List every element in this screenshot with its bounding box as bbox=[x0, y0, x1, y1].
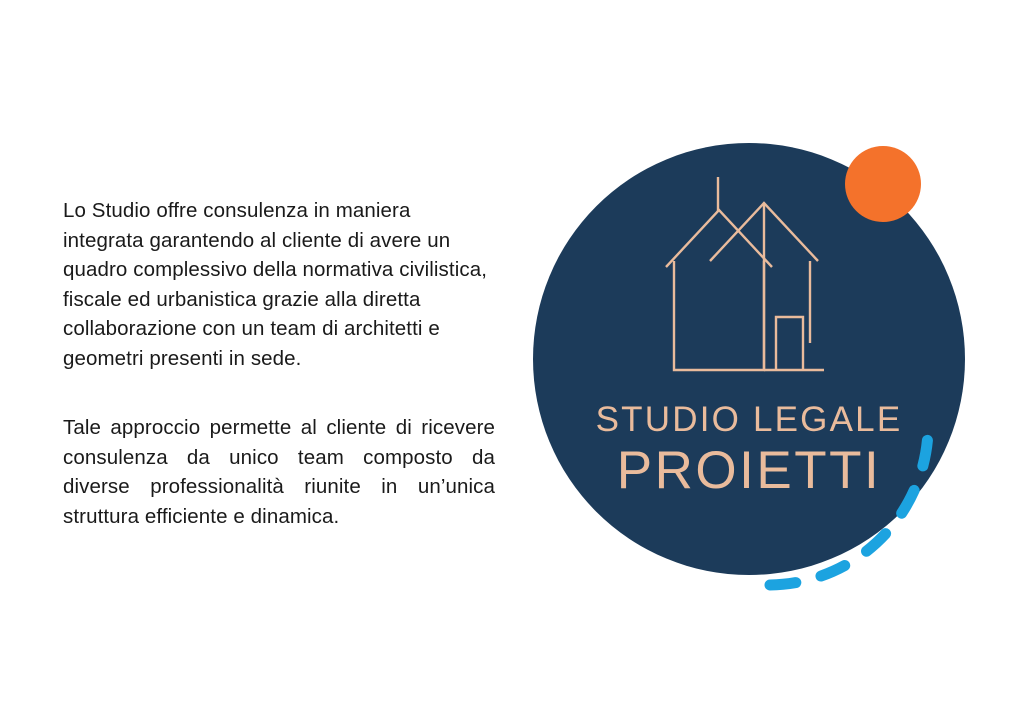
paragraph-2: Tale approccio permette al cliente di ricevere consulenza da unico team composto da diverse professionalità riunite in un’unica struttura efficiente e dinamica. bbox=[63, 416, 495, 528]
logo-line-1: STUDIO LEGALE bbox=[595, 400, 903, 439]
dashed-arc-decoration bbox=[750, 410, 990, 610]
house-outline-icon bbox=[648, 165, 848, 395]
logo-line-2: PROIETTI bbox=[616, 441, 882, 500]
body-text-column bbox=[63, 196, 495, 531]
logo-block bbox=[520, 130, 990, 610]
accent-dot-icon bbox=[845, 146, 921, 222]
paragraph-1: Lo Studio offre consulenza in maniera integrata garantendo al cliente di avere un quadro complessivo della normativa civilistica, fiscale ed urbanistica grazie alla diretta collaborazione con un team di architetti e geometri presenti in sede. bbox=[63, 199, 487, 370]
